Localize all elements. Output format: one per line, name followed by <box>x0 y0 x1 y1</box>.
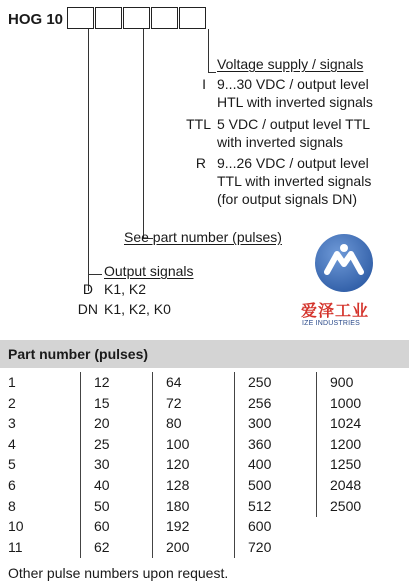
table-cell: 1000 <box>330 394 362 411</box>
table-cell: 2500 <box>330 497 362 514</box>
table-cell: 11 <box>8 538 23 555</box>
footer-note: Other pulse numbers upon request. <box>8 565 229 581</box>
table-cell: 3 <box>8 415 16 432</box>
table-cell: 6 <box>8 476 16 493</box>
table-title: Part number (pulses) <box>8 346 149 362</box>
table-cell: 30 <box>94 456 110 473</box>
table-cell: 120 <box>166 456 190 473</box>
table-cell: 1250 <box>330 456 362 473</box>
table-cell: 10 <box>8 518 24 535</box>
table-header <box>0 340 409 368</box>
table-cell: 40 <box>94 476 110 493</box>
table-cell: 2 <box>8 394 16 411</box>
table-cell: 180 <box>166 497 190 514</box>
voltage-code: R <box>195 155 206 171</box>
table-cell: 80 <box>166 415 182 432</box>
table-cell: 2048 <box>330 476 362 493</box>
table-cell: 50 <box>94 497 110 514</box>
table-cell: 128 <box>166 476 190 493</box>
leader-line-voltage <box>208 29 209 72</box>
table-column <box>152 372 189 558</box>
table-cell: 192 <box>166 518 190 535</box>
table-cell: 60 <box>94 518 110 535</box>
table-cell: 300 <box>248 415 272 432</box>
voltage-code: TTL <box>186 116 211 132</box>
code-box <box>179 7 206 29</box>
leader-line-voltage-h <box>208 72 216 73</box>
voltage-desc: with inverted signals <box>217 134 344 150</box>
table-cell: 25 <box>94 435 110 452</box>
table-cell: 720 <box>248 538 272 555</box>
voltage-desc: TTL with inverted signals <box>217 173 372 189</box>
output-desc: K1, K2, K0 <box>104 301 171 317</box>
table-cell: 20 <box>94 415 110 432</box>
table-cell: 72 <box>166 394 182 411</box>
output-heading: Output signals <box>104 263 194 279</box>
model-code: HOG 10 <box>8 11 64 28</box>
table-cell: 1 <box>8 374 16 390</box>
voltage-desc: (for output signals DN) <box>217 191 358 207</box>
table-cell: 4 <box>8 435 16 452</box>
table-column <box>234 372 271 558</box>
table-column <box>316 372 361 517</box>
code-box <box>95 7 122 29</box>
table-cell: 400 <box>248 456 272 473</box>
table-cell: 64 <box>166 374 182 390</box>
code-box <box>67 7 94 29</box>
voltage-desc: HTL with inverted signals <box>217 94 373 110</box>
table-cell: 1200 <box>330 435 362 452</box>
table-cell: 62 <box>94 538 110 555</box>
table-cell: 900 <box>330 374 354 390</box>
part-number-label: See part number (pulses) <box>124 229 282 245</box>
voltage-heading: Voltage supply / signals <box>217 56 364 72</box>
logo-name-cn: 爱泽工业 <box>301 303 370 320</box>
code-box <box>151 7 178 29</box>
table-cell: 500 <box>248 476 272 493</box>
table-cell: 15 <box>94 394 110 411</box>
voltage-desc: 9...30 VDC / output level <box>217 76 369 92</box>
table-cell: 100 <box>166 435 190 452</box>
code-box <box>123 7 150 29</box>
table-cell: 200 <box>166 538 190 555</box>
output-code: D <box>82 281 93 297</box>
output-desc: K1, K2 <box>104 281 147 297</box>
table-cell: 5 <box>8 456 16 473</box>
leader-line-output <box>88 29 89 291</box>
table-cell: 12 <box>94 374 110 390</box>
table-cell: 1024 <box>330 415 362 432</box>
ize-logo-icon <box>313 232 375 294</box>
logo-name-en: IZE INDUSTRIES <box>302 320 361 327</box>
leader-line-part <box>143 29 144 239</box>
leader-line-output-h <box>88 274 102 275</box>
table-cell: 250 <box>248 374 272 390</box>
table-cell: 512 <box>248 497 272 514</box>
voltage-desc: 9...26 VDC / output level <box>217 155 369 171</box>
table-column <box>80 372 110 558</box>
table-column <box>8 372 24 558</box>
table-cell: 360 <box>248 435 272 452</box>
output-code: DN <box>77 301 98 317</box>
voltage-code: I <box>202 76 206 92</box>
table-cell: 256 <box>248 394 272 411</box>
table-cell: 8 <box>8 497 16 514</box>
table-cell: 600 <box>248 518 272 535</box>
voltage-desc: 5 VDC / output level TTL <box>217 116 371 132</box>
